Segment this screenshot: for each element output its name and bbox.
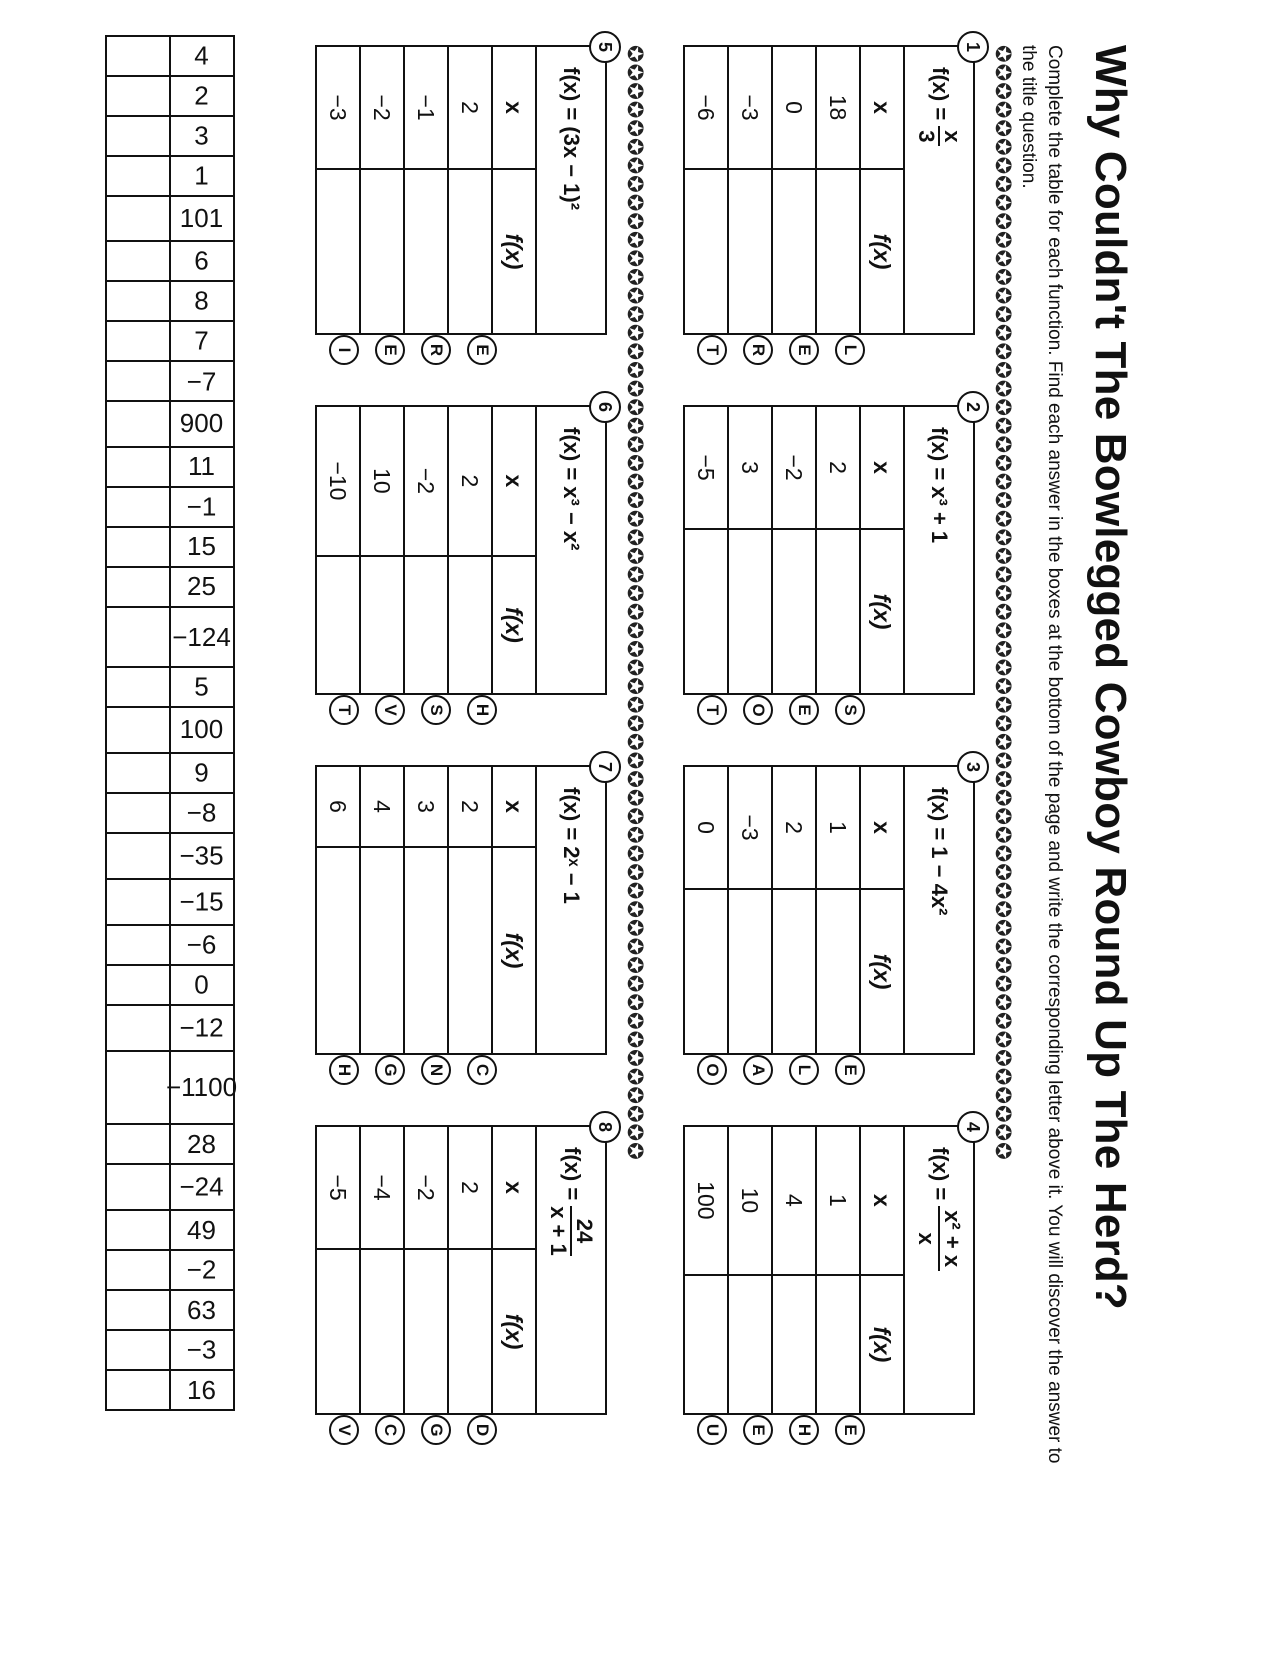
function-formula [904,46,974,334]
fx-answer-field[interactable] [360,556,404,694]
answer-letter-box[interactable] [106,793,170,833]
x-value: 2 [448,46,492,169]
fx-answer-field[interactable] [684,529,728,694]
x-value: 1 [816,766,860,889]
letter-circle: E [743,1415,773,1445]
letter-circle: H [467,695,497,725]
table-number-badge: 1 [957,31,989,63]
x-value: −5 [684,406,728,529]
fx-answer-field[interactable] [316,169,360,334]
table-number-badge: 2 [957,391,989,423]
letter-circle: S [835,695,865,725]
letter-circle: A [743,1055,773,1085]
answer-value-cell [170,116,234,156]
table-number-badge: 3 [957,751,989,783]
x-value: −2 [404,406,448,556]
letter-circle: V [375,695,405,725]
answer-letter-box[interactable] [106,1210,170,1250]
function-text: f(x) = (3x − 1)² [559,67,584,211]
letter-circle: L [835,335,865,365]
answer-value: 101 [180,203,224,234]
answer-letter-box[interactable] [106,667,170,707]
table-row [448,766,492,1054]
letter-circle: E [789,335,819,365]
answer-letter-box[interactable] [106,1370,170,1410]
answer-value: −8 [187,797,217,828]
answer-value: 1 [194,160,210,191]
table-row [684,46,728,334]
answer-value: 15 [187,531,217,562]
column-header-x: x [860,406,904,529]
table-row [316,406,360,694]
table-row [728,406,772,694]
letter-circle: R [743,335,773,365]
x-value: 1 [816,1126,860,1275]
answer-letter-box[interactable] [106,965,170,1005]
answer-value-cell [170,241,234,281]
table-row [816,766,860,1054]
answer-letter-box[interactable] [106,1051,170,1124]
function-formula [536,406,606,694]
answer-value-cell [170,401,234,446]
answer-letter-box[interactable] [106,1290,170,1330]
function-text: f(x) = 2ˣ − 1 [559,787,584,904]
star-border-middle: ✪✪✪✪✪✪✪✪✪✪✪✪✪✪✪✪✪✪✪✪✪✪✪✪✪✪✪✪✪✪✪✪✪✪✪✪✪✪✪✪✪✪✪✪✪✪✪✪✪✪✪✪✪✪✪✪✪✪✪✪ [623,45,646,1161]
fx-answer-field[interactable] [728,169,772,334]
fx-answer-field[interactable] [728,889,772,1054]
x-value: 4 [772,1126,816,1275]
fx-answer-field[interactable] [816,169,860,334]
table-row [684,1126,728,1414]
letter-circle: U [697,1415,727,1445]
x-value: −5 [316,1126,360,1249]
function-text: f(x) = [560,1147,586,1201]
fraction-denominator: x [914,1232,939,1245]
function-grid [683,765,975,1055]
function-text: f(x) = [928,1147,954,1201]
answer-value: −12 [179,1012,225,1043]
table-row [316,46,360,334]
letter-circle: L [789,1055,819,1085]
fx-answer-field[interactable] [684,169,728,334]
answer-letter-box[interactable] [106,879,170,925]
letter-column [681,695,865,725]
function-grid [683,1125,975,1415]
fx-answer-field[interactable] [728,529,772,694]
x-value: −3 [728,46,772,169]
letter-circle: E [835,1055,865,1085]
x-value: 2 [448,1126,492,1249]
letter-circle: G [421,1415,451,1445]
column-header-fx: f(x) [492,556,536,694]
answer-value-cell [170,753,234,793]
answer-letter-box[interactable] [106,321,170,361]
table-number-badge: 8 [589,1111,621,1143]
answer-letter-box[interactable] [106,281,170,321]
letter-circle: H [789,1415,819,1445]
letter-circle: G [375,1055,405,1085]
table-row [684,406,728,694]
answer-letter-box[interactable] [106,487,170,527]
table-number-badge: 7 [589,751,621,783]
letter-column [313,1415,497,1445]
letter-circle: E [789,695,819,725]
fraction-numerator: x [938,126,964,146]
answer-letter-box[interactable] [106,1164,170,1210]
column-header-x: x [860,766,904,889]
letter-circle: T [697,695,727,725]
table-row [684,766,728,1054]
answer-value-cell [170,1210,234,1250]
column-header-x: x [492,1126,536,1249]
fraction [914,126,964,146]
fx-answer-field[interactable] [360,847,404,1054]
letter-circle: V [329,1415,359,1445]
answer-value-cell [170,607,234,668]
table-row [360,1126,404,1414]
answer-value-cell [170,527,234,567]
function-text: f(x) = 1 − 4x² [927,787,952,916]
fx-answer-field[interactable] [360,1249,404,1414]
letter-column [313,695,497,725]
answer-value-cell [170,1370,234,1410]
letter-circle: R [421,335,451,365]
table-row [728,1126,772,1414]
answer-value-cell [170,1330,234,1370]
answer-value-cell [170,833,234,879]
table-row [448,46,492,334]
fraction [914,1206,964,1271]
answer-letter-box[interactable] [106,607,170,668]
letter-circle: T [697,335,727,365]
table-row [816,1126,860,1414]
answer-value-cell [170,36,234,76]
table-row [816,46,860,334]
answer-letter-box[interactable] [106,527,170,567]
fx-answer-field[interactable] [404,556,448,694]
fx-answer-field[interactable] [772,889,816,1054]
x-value: 2 [448,766,492,847]
answer-value: 5 [194,671,210,702]
instructions: Complete the table for each function. Find each answer in the boxes at the bottom of the page and write the corresponding letter above it. You will discover the answer to the title question. [1018,45,1065,1464]
answer-value: 25 [187,571,217,602]
x-value: −2 [772,406,816,529]
function-grid [683,45,975,335]
answer-value-cell [170,156,234,196]
x-value: 2 [448,406,492,556]
answer-value: 9 [194,757,210,788]
answer-value: −124 [172,621,232,652]
fx-answer-field[interactable] [684,1275,728,1414]
fx-answer-field[interactable] [360,169,404,334]
answer-value: 900 [180,408,224,439]
table-number-badge: 6 [589,391,621,423]
x-value: 100 [684,1126,728,1275]
x-value: 0 [772,46,816,169]
answer-value: −24 [179,1171,225,1202]
answer-value: −15 [179,886,225,917]
fraction [546,1206,596,1256]
answer-value: 0 [194,969,210,1000]
answer-letter-box[interactable] [106,1250,170,1290]
answer-value-cell [166,1051,238,1124]
table-row [772,766,816,1054]
answer-value-cell [170,707,234,752]
answer-value: 2 [194,80,210,111]
answer-letter-box[interactable] [106,447,170,487]
answer-value-cell [170,1005,234,1051]
table-row [728,46,772,334]
answer-value-cell [170,281,234,321]
answer-value: 6 [194,245,210,276]
column-header-fx: f(x) [860,889,904,1054]
letter-column [681,1055,865,1085]
letter-circle: T [329,695,359,725]
fx-answer-field[interactable] [772,1275,816,1414]
answer-value: 28 [187,1128,217,1159]
answer-value: −35 [179,840,225,871]
x-value: 2 [772,766,816,889]
page-title: Why Couldn't The Bowlegged Cowboy Round Up The Herd? [1086,45,1135,1310]
function-grid [315,765,607,1055]
x-value: −3 [316,46,360,169]
table-row [404,1126,448,1414]
answer-value: 16 [187,1374,217,1405]
answer-letter-box[interactable] [106,707,170,752]
function-grid [315,1125,607,1415]
letter-circle: S [421,695,451,725]
fx-answer-field[interactable] [728,1275,772,1414]
answer-letter-box[interactable] [106,1124,170,1164]
fx-answer-field[interactable] [448,847,492,1054]
function-grid [315,45,607,335]
function-formula [536,766,606,1054]
x-value: 2 [816,406,860,529]
letter-circle: C [467,1055,497,1085]
x-value: 0 [684,766,728,889]
function-formula [536,1126,606,1414]
x-value: 3 [404,766,448,847]
function-grid [683,405,975,695]
answer-value: 4 [194,40,210,71]
answer-letter-box[interactable] [106,753,170,793]
column-header-x: x [860,46,904,169]
table-number-badge: 4 [957,1111,989,1143]
letter-column [681,335,865,365]
answer-value: −6 [187,929,217,960]
x-value: −1 [404,46,448,169]
answer-value-cell [170,925,234,965]
letter-circle: H [329,1055,359,1085]
column-header-fx: f(x) [860,1275,904,1414]
x-value: −2 [360,46,404,169]
answer-value: 100 [180,714,224,745]
answer-letter-box[interactable] [106,116,170,156]
answer-value-cell [170,447,234,487]
fx-answer-field[interactable] [448,169,492,334]
column-header-x: x [860,1126,904,1275]
fx-answer-field[interactable] [684,889,728,1054]
table-row [816,406,860,694]
answer-value: 8 [194,285,210,316]
function-formula [904,406,974,694]
column-header-fx: f(x) [492,1249,536,1414]
x-value: 6 [316,766,360,847]
letter-column [313,1055,497,1085]
function-text: f(x) = [928,67,954,121]
x-value: −3 [728,766,772,889]
answer-value-cell [170,361,234,401]
letter-circle: E [467,335,497,365]
answer-value-cell [170,321,234,361]
fraction-numerator: 24 [570,1206,596,1256]
table-row [316,1126,360,1414]
answer-value: 63 [187,1294,217,1325]
letter-circle: O [743,695,773,725]
fx-answer-field[interactable] [448,556,492,694]
fraction-denominator: x + 1 [546,1206,571,1256]
fx-answer-field[interactable] [772,169,816,334]
x-value: 4 [360,766,404,847]
x-value: −6 [684,46,728,169]
fx-answer-field[interactable] [404,847,448,1054]
answer-value-cell [170,965,234,1005]
answer-letter-box[interactable] [106,241,170,281]
answer-value-cell [170,1164,234,1210]
fx-answer-field[interactable] [772,529,816,694]
answer-letter-box[interactable] [106,196,170,241]
answer-value: −2 [187,1254,217,1285]
letter-column [313,335,497,365]
table-row [316,766,360,1054]
fraction-numerator: x² + x [938,1206,964,1271]
x-value: 10 [728,1126,772,1275]
answer-letter-box[interactable] [106,156,170,196]
function-text: f(x) = x³ − x² [559,427,584,551]
answer-letter-box[interactable] [106,1005,170,1051]
column-header-x: x [492,406,536,556]
answer-value-cell [170,196,234,241]
letter-circle: E [835,1415,865,1445]
answer-value-cell [170,1250,234,1290]
fx-answer-field[interactable] [316,847,360,1054]
answer-letter-box[interactable] [106,925,170,965]
table-number-badge: 5 [589,31,621,63]
answer-value-cell [170,76,234,116]
answer-letter-box[interactable] [106,401,170,446]
table-row [404,46,448,334]
answer-value-cell [170,487,234,527]
function-text: f(x) = x³ + 1 [927,427,952,544]
table-row [448,406,492,694]
fx-answer-field[interactable] [816,889,860,1054]
letter-column [681,1415,865,1445]
x-value: 10 [360,406,404,556]
letter-circle: D [467,1415,497,1445]
table-row [360,766,404,1054]
fx-answer-field[interactable] [404,1249,448,1414]
answer-value: −1 [187,491,217,522]
table-row [772,406,816,694]
letter-circle: O [697,1055,727,1085]
function-grid [315,405,607,695]
answer-value-cell [170,879,234,925]
answer-letter-box[interactable] [106,1330,170,1370]
x-value: −10 [316,406,360,556]
answer-value-cell [170,1124,234,1164]
x-value: 18 [816,46,860,169]
fx-answer-field[interactable] [816,1275,860,1414]
column-header-x: x [492,46,536,169]
letter-circle: N [421,1055,451,1085]
column-header-fx: f(x) [492,169,536,334]
answer-letter-box[interactable] [106,833,170,879]
x-value: 3 [728,406,772,529]
answer-value-cell [170,1290,234,1330]
answer-letter-box[interactable] [106,361,170,401]
letter-circle: E [375,335,405,365]
table-row [360,406,404,694]
function-formula [536,46,606,334]
answer-value: −1100 [166,1072,238,1103]
x-value: −4 [360,1126,404,1249]
answer-letter-box[interactable] [106,567,170,607]
letter-circle: C [375,1415,405,1445]
fraction-denominator: 3 [914,130,939,143]
answer-value: −3 [187,1334,217,1365]
star-border-top: ✪✪✪✪✪✪✪✪✪✪✪✪✪✪✪✪✪✪✪✪✪✪✪✪✪✪✪✪✪✪✪✪✪✪✪✪✪✪✪✪✪✪✪✪✪✪✪✪✪✪✪✪✪✪✪✪✪✪✪✪ [991,45,1014,1161]
answer-value: 49 [187,1214,217,1245]
x-value: −2 [404,1126,448,1249]
answer-value: 3 [194,120,210,151]
fx-answer-field[interactable] [448,1249,492,1414]
table-row [772,46,816,334]
table-row [448,1126,492,1414]
answer-value: 11 [188,451,216,482]
letter-circle: I [329,335,359,365]
answer-value-cell [170,667,234,707]
column-header-fx: f(x) [860,529,904,694]
answer-grid [105,35,238,1411]
column-header-x: x [492,766,536,847]
answer-value: 7 [194,325,210,356]
column-header-fx: f(x) [860,169,904,334]
worksheet [85,25,1135,1475]
function-formula [904,766,974,1054]
fx-answer-field[interactable] [816,529,860,694]
table-row [404,406,448,694]
function-formula [904,1126,974,1414]
answer-value: −7 [187,365,217,396]
answer-value-cell [170,567,234,607]
table-row [360,46,404,334]
table-row [404,766,448,1054]
answer-value-cell [170,793,234,833]
column-header-fx: f(x) [492,847,536,1054]
answer-letter-box[interactable] [106,36,170,76]
table-row [728,766,772,1054]
fx-answer-field[interactable] [316,556,360,694]
answer-letter-box[interactable] [106,76,170,116]
fx-answer-field[interactable] [316,1249,360,1414]
fx-answer-field[interactable] [404,169,448,334]
table-row [772,1126,816,1414]
